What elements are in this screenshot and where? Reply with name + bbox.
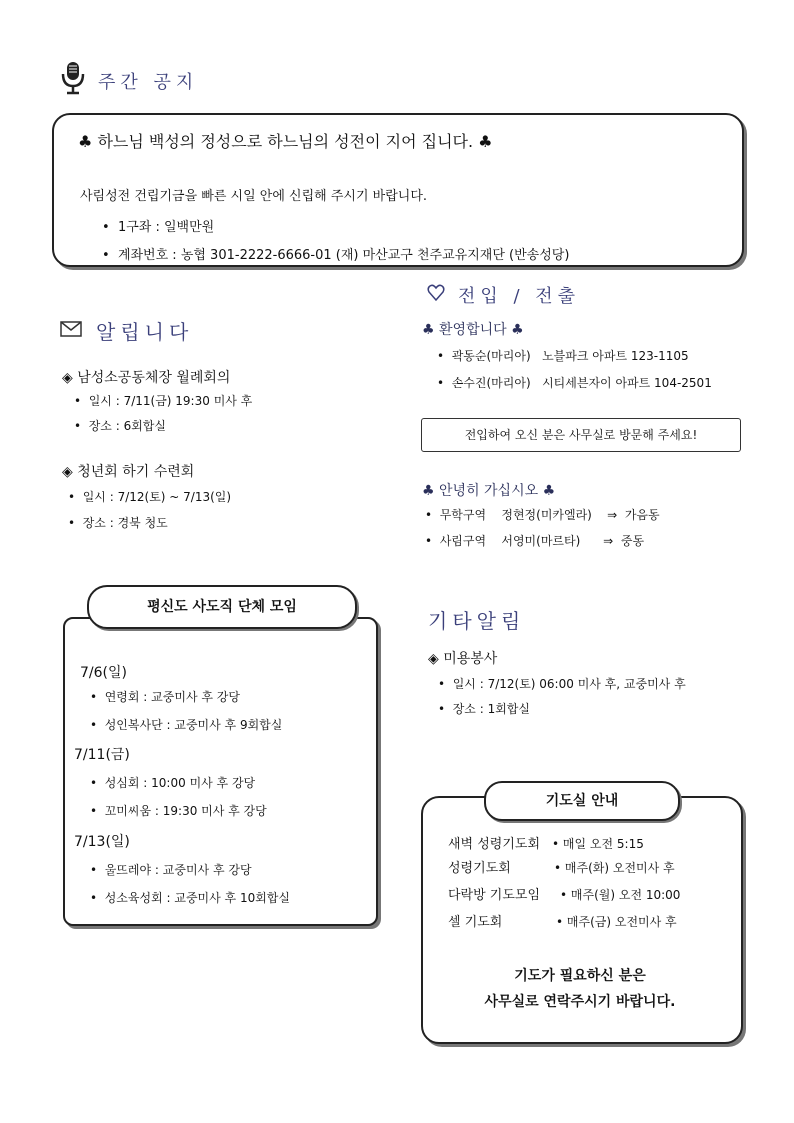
other-item-title: ◈ 미용봉사 (428, 651, 498, 667)
other-detail: • 일시 : 7/12(토) 06:00 미사 후, 교중미사 후 (438, 677, 686, 691)
club-icon: ♣ (78, 132, 93, 151)
welcome-item: • 손수진(마리아) 시티세븐자이 아파트 104-2501 (437, 376, 712, 390)
move-in-note: 전입하여 오신 분은 사무실로 방문해 주세요! (421, 418, 741, 452)
notice-title: ♣ 하느님 백성의 정성으로 하느님의 성전이 지어 집니다. ♣ (78, 132, 493, 151)
header-microphone-icon (60, 60, 86, 100)
event-detail: • 장소 : 6회합실 (74, 419, 166, 433)
prayer-title: 기도실 안내 (484, 781, 680, 821)
envelope-icon (60, 321, 82, 341)
notice-item: • 계좌번호 : 농협 301-2222-6666-01 (재) 마산교구 천주교유지재단 (반송성당) (102, 248, 570, 263)
group-item: • 성인복사단 : 교중미사 후 9회합실 (90, 718, 283, 732)
event-title: ◈ 남성소공동체장 월례회의 (62, 370, 231, 386)
event-title: ◈ 청년회 하기 수련회 (62, 464, 195, 480)
heart-icon (427, 284, 445, 306)
welcome-title: ♣ 환영합니다 ♣ (422, 322, 524, 338)
group-item: • 꼬미씨움 : 19:30 미사 후 강당 (90, 804, 267, 818)
welcome-item: • 곽동순(마리아) 노블파크 아파트 123-1105 (437, 349, 689, 363)
group-date: 7/11(금) (74, 747, 130, 763)
prayer-row: 새벽 성령기도회 • 매일 오전 5:15 (448, 837, 644, 852)
groups-title: 평신도 사도직 단체 모임 (87, 585, 357, 629)
group-item: • 울뜨레야 : 교중미사 후 강당 (90, 863, 252, 877)
group-item: • 연령회 : 교중미사 후 강당 (90, 690, 240, 704)
bye-item: • 무학구역 정현정(미카엘라) ⇒ 가음동 (425, 508, 660, 522)
announce-title: 알립니다 (96, 320, 194, 344)
prayer-row: 성령기도회 • 매주(화) 오전미사 후 (448, 861, 675, 876)
prayer-row: 셀 기도회 • 매주(금) 오전미사 후 (448, 915, 677, 930)
prayer-footer: 사무실로 연락주시기 바랍니다. (484, 994, 676, 1010)
group-item: • 성심회 : 10:00 미사 후 강당 (90, 776, 256, 790)
other-title: 기타알림 (428, 609, 526, 633)
group-date: 7/6(일) (80, 665, 127, 681)
event-detail: • 일시 : 7/11(금) 19:30 미사 후 (74, 394, 253, 408)
prayer-footer: 기도가 필요하신 분은 (514, 968, 646, 984)
group-item: • 성소육성회 : 교중미사 후 10회합실 (90, 891, 290, 905)
event-detail: • 장소 : 경북 청도 (68, 516, 168, 530)
group-date: 7/13(일) (74, 834, 130, 850)
other-detail: • 장소 : 1회합실 (438, 702, 530, 716)
bye-item: • 사림구역 서영미(마르타) ⇒ 중동 (425, 534, 645, 548)
prayer-row: 다락방 기도모임 • 매주(월) 오전 10:00 (448, 888, 681, 903)
notice-item: • 1구좌 : 일백만원 (102, 220, 215, 235)
bye-title: ♣ 안녕히 가십시오 ♣ (422, 483, 556, 499)
notice-body: 사림성전 건립기금을 빠른 시일 안에 신립해 주시기 바랍니다. (80, 189, 428, 204)
event-detail: • 일시 : 7/12(토) ~ 7/13(일) (68, 490, 232, 504)
transfer-title: 전입 / 전출 (458, 286, 581, 307)
club-icon: ♣ (478, 132, 493, 151)
page-title: 주간 공지 (98, 72, 199, 93)
